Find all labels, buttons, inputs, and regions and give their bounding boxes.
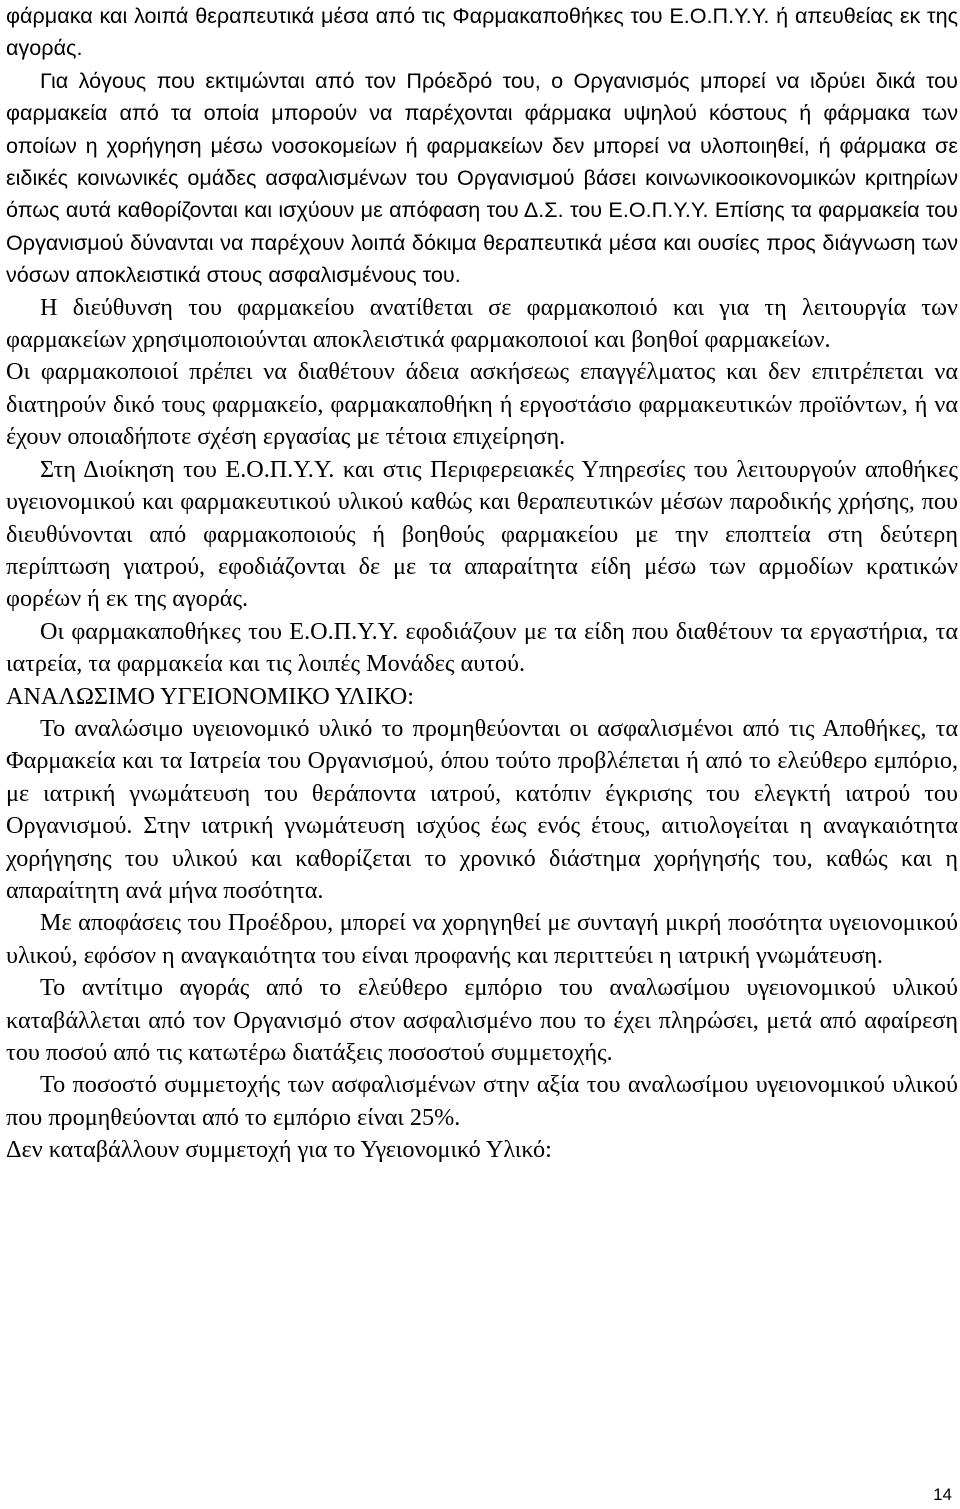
paragraph-consumables: Το αναλώσιμο υγειονομικό υλικό το προμηθεύονται οι ασφαλισμένοι από τις Αποθήκες, τα Φαρμακεία και τα Ιατρεία του Οργανισμού, όπου τούτο προβλέπεται ή από το ελεύθερο εμπόριο, με ιατρική γνωμάτευση του θεράποντα ιατρού, κατόπιν έγκρισης του ελεγκτή ιατρού του Οργανισμού. Στην ιατρική γνωμάτευση ισχύος έως ενός έτους, αιτιολογείται η αναγκαιότητα χορήγησης του υλικού και καθορίζεται το χρονικό διάστημα χορήγησής του, καθώς και η απαραίτητη ανά μήνα ποσότητα. (6, 714, 958, 904)
paragraph-participation-rate: Το ποσοστό συμμετοχής των ασφαλισμένων στην αξία του αναλωσίμου υγειονομικού υλικού που προμηθεύονται από το εμπόριο είναι 25%. (6, 1071, 958, 1131)
page-number: 14 (933, 1485, 952, 1504)
paragraph-warehouses: Στη Διοίκηση του Ε.Ο.Π.Υ.Υ. και στις Περιφερειακές Υπηρεσίες του λειτουργούν αποθήκες υγειονομικού και φαρμακευτικού υλικού καθώς και θεραπευτικών μέσων παροδικής χρήσης, που διευθύνονται από φαρμακοποιούς ή βοηθούς φαρμακείου με την εποπτεία στη δεύτερη περίπτωση γιατρού, εφοδιάζονται δε με τα απαραίτητα είδη μέσω των αρμοδίων κρατικών φορέων ή εκ της αγοράς. (6, 455, 958, 613)
paragraph-pharmacy-management: Η διεύθυνση του φαρμακείου ανατίθεται σε φαρμακοποιό και για τη λειτουργία των φαρμακείων χρησιμοποιούνται αποκλειστικά φαρμακοποιοί και βοηθοί φαρμακείων. (6, 293, 958, 354)
paragraph-pharmacist-requirements: Οι φαρμακοποιοί πρέπει να διαθέτουν άδεια ασκήσεως επαγγέλματος και δεν επιτρέπεται να διατηρούν δικό τους φαρμακείο, φαρμακαποθήκη ή εργοστάσιο φαρμακευτικών προϊόντων, ή να έχουν οποιαδήποτε σχέση εργασίας με τέτοια επιχείρηση. (6, 358, 958, 451)
paragraph-warehouse-supply: Οι φαρμακαποθήκες του Ε.Ο.Π.Υ.Υ. εφοδιάζουν με τα είδη που διαθέτουν τα εργαστήρια, τα ιατρεία, τα φαρμακεία και τις λοιπές Μονάδες αυτού. (6, 617, 958, 678)
section-heading: ΑΝΑΛΩΣΙΜΟ ΥΓΕΙΟΝΟΜΙΚΟ ΥΛΙΚΟ: (6, 682, 414, 710)
paragraph-exemptions: Δεν καταβάλλουν συμμετοχή για το Υγειονομικό Υλικό: (6, 1136, 552, 1164)
paragraph-reimbursement: Το αντίτιμο αγοράς από το ελεύθερο εμπόριο του αναλωσίμου υγειονομικού υλικού καταβάλλεται από τον Οργανισμό στον ασφαλισμένο που το έχει πληρώσει, μετά από αφαίρεση του ποσού από τις κατωτέρω διατάξεις ποσοστού συμμετοχής. (6, 974, 958, 1066)
paragraph-own-pharmacies: Για λόγους που εκτιμώνται από τον Πρόεδρό του, ο Οργανισμός μπορεί να ιδρύει δικά του φαρμακεία από τα οποία μπορούν να παρέχονται φάρμακα υψηλού κόστους ή φάρμακα των οποίων η χορήγηση μέσω νοσοκομείων ή φαρμακείων δεν μπορεί να υλοποιηθεί, ή φάρμακα σε ειδικές κοινωνικές ομάδες ασφαλισμένων του Οργανισμού βάσει κοινωνικοοικονομικών κριτηρίων όπως αυτά καθορίζονται και ισχύουν με απόφαση του Δ.Σ. του Ε.Ο.Π.Υ.Υ. Επίσης τα φαρμακεία του Οργανισμού δύνανται να παρέχουν λοιπά δόκιμα θεραπευτικά μέσα και ουσίες προς διάγνωση των νόσων αποκλειστικά στους ασφαλισμένους του. (6, 67, 958, 288)
paragraph-president-decisions: Με αποφάσεις του Προέδρου, μπορεί να χορηγηθεί με συνταγή μικρή ποσότητα υγειονομικού υλικού, εφόσον η αναγκαιότητα του είναι προφανής και περιττεύει η ιατρική γνωμάτευση. (6, 909, 958, 969)
paragraph-continuation: φάρμακα και λοιπά θεραπευτικά μέσα από τις Φαρμακαποθήκες του Ε.Ο.Π.Υ.Υ. ή απευθείας εκ της αγοράς. (6, 3, 958, 61)
